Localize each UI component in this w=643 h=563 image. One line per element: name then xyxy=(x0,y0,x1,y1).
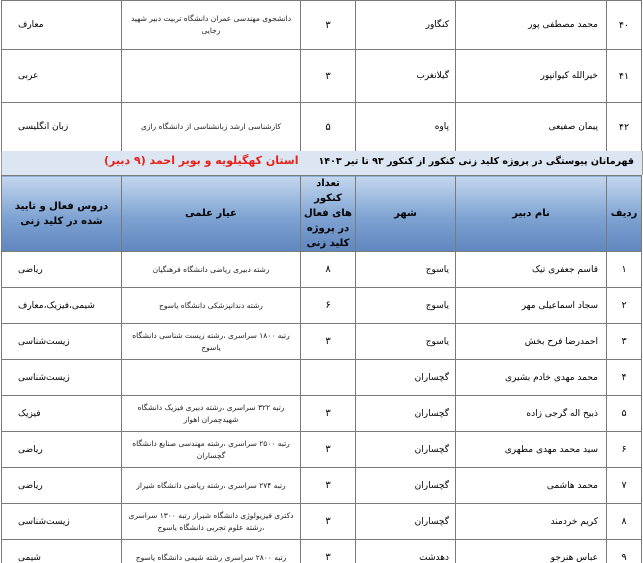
teacher-name: سجاد اسماعیلی مهر xyxy=(456,288,607,324)
teacher-name: محمد مهدی خادم بشیری xyxy=(456,360,607,396)
academic-criterion: رتبه ۲۷۴ سراسری ،رشته ریاضی دانشگاه شیراز xyxy=(122,468,301,504)
subjects: فیزیک xyxy=(2,396,122,432)
header-row xyxy=(2,176,642,252)
teacher-name: عباس هنرجو xyxy=(456,540,607,563)
exam-count: ۳ xyxy=(301,324,356,360)
table-row xyxy=(2,1,642,50)
exam-count: ۳ xyxy=(301,1,356,50)
teacher-name: احمدرضا فرح بخش xyxy=(456,324,607,360)
city: دهدشت xyxy=(356,540,456,563)
city: گچساران xyxy=(356,432,456,468)
city: گچساران xyxy=(356,360,456,396)
row-number: ۲ xyxy=(607,288,642,324)
table-row xyxy=(2,103,642,152)
subjects: ریاضی xyxy=(2,432,122,468)
city: یاسوج xyxy=(356,324,456,360)
table-row xyxy=(2,432,642,468)
exam-count xyxy=(301,360,356,396)
province-title: استان کهگیلویه و بویر احمد (۹ دبیر) xyxy=(104,154,299,167)
city: گچساران xyxy=(356,504,456,540)
exam-count: ۶ xyxy=(301,288,356,324)
table-row xyxy=(2,468,642,504)
row-number: ۵ xyxy=(607,396,642,432)
row-number: ۹ xyxy=(607,540,642,563)
city: گچساران xyxy=(356,396,456,432)
academic-criterion xyxy=(122,360,301,396)
city: گچساران xyxy=(356,468,456,504)
exam-count: ۳ xyxy=(301,540,356,563)
row-number: ۴۱ xyxy=(607,50,642,103)
header-subjects: دروس فعال و تایید شده در کلید زنی xyxy=(2,176,122,252)
table-row xyxy=(2,50,642,103)
subjects: عربی xyxy=(2,50,122,103)
academic-criterion: رشته دندانپزشکی دانشگاه یاسوج xyxy=(122,288,301,324)
subjects: زیست‌شناسی xyxy=(2,504,122,540)
header-row-number: ردیف xyxy=(607,176,642,252)
subjects: زبان انگلیسی xyxy=(2,103,122,152)
subjects: ریاضی xyxy=(2,252,122,288)
previous-province-table xyxy=(1,0,642,152)
teacher-name: خیرالله کیوانپور xyxy=(456,50,607,103)
teacher-name: سید محمد مهدی مطهری xyxy=(456,432,607,468)
subjects: معارف xyxy=(2,1,122,50)
teachers-table xyxy=(1,175,642,563)
academic-criterion xyxy=(122,50,301,103)
exam-count: ۳ xyxy=(301,432,356,468)
row-number: ۸ xyxy=(607,504,642,540)
banner-title: قهرمانان پیوستگی در پروژه کلید زنی کنکور از کنکور ۹۳ تا تیر ۱۴۰۳ xyxy=(318,156,634,167)
section-banner xyxy=(1,151,643,175)
header-teacher-name: نام دبیر xyxy=(456,176,607,252)
row-number: ۴ xyxy=(607,360,642,396)
academic-criterion: دکتری فیزیولوژی دانشگاه شیراز رتبه ۱۳۰۰ سراسری ،رشته علوم تجربی دانشگاه یاسوج xyxy=(122,504,301,540)
row-number: ۱ xyxy=(607,252,642,288)
academic-criterion: کارشناسی ارشد زبانشناسی از دانشگاه رازی xyxy=(122,103,301,152)
exam-count: ۵ xyxy=(301,103,356,152)
city: گیلانغرب xyxy=(356,50,456,103)
teacher-name: قاسم جعفری تیک xyxy=(456,252,607,288)
row-number: ۳ xyxy=(607,324,642,360)
exam-count: ۳ xyxy=(301,50,356,103)
city: کنگاور xyxy=(356,1,456,50)
subjects: شیمی xyxy=(2,540,122,563)
exam-count: ۳ xyxy=(301,396,356,432)
subjects: زیست‌شناسی xyxy=(2,360,122,396)
table-row xyxy=(2,540,642,563)
header-academic-criterion: عیار علمی xyxy=(122,176,301,252)
academic-criterion: رتبه ۳۲۲ سراسری ،رشته دبیری فیزیک دانشگاه شهیدچمران اهواز xyxy=(122,396,301,432)
table-row xyxy=(2,324,642,360)
row-number: ۴۰ xyxy=(607,1,642,50)
header-exam-count: تعداد کنکور های فعال در پروژه کلید زنی xyxy=(301,176,356,252)
academic-criterion: رتبه ۲۸۰۰ سراسری رشته شیمی دانشگاه یاسوج xyxy=(122,540,301,563)
academic-criterion: رتبه ۱۸۰۰ سراسری ،رشته زیست شناسی دانشگاه یاسوج xyxy=(122,324,301,360)
teacher-name: کریم خردمند xyxy=(456,504,607,540)
teacher-name: ذبیح اله گرجی زاده xyxy=(456,396,607,432)
table-row xyxy=(2,504,642,540)
city: پاوه xyxy=(356,103,456,152)
subjects: زیست‌شناسی xyxy=(2,324,122,360)
row-number: ۴۲ xyxy=(607,103,642,152)
subjects: ریاضی xyxy=(2,468,122,504)
academic-criterion: رتبه ۲۵۰۰ سراسری ،رشته مهندسی صنایع دانشگاه گچساران xyxy=(122,432,301,468)
city: یاسوج xyxy=(356,288,456,324)
subjects: شیمی،فیزیک،معارف xyxy=(2,288,122,324)
city: یاسوج xyxy=(356,252,456,288)
teacher-name: محمد هاشمی xyxy=(456,468,607,504)
exam-count: ۳ xyxy=(301,504,356,540)
table-row xyxy=(2,252,642,288)
academic-criterion: دانشجوی مهندسی عمران دانشگاه تربیت دبیر شهید رجایی xyxy=(122,1,301,50)
row-number: ۷ xyxy=(607,468,642,504)
teacher-name: محمد مصطفی پور xyxy=(456,1,607,50)
table-row xyxy=(2,360,642,396)
table-row xyxy=(2,396,642,432)
exam-count: ۸ xyxy=(301,252,356,288)
exam-count: ۳ xyxy=(301,468,356,504)
teacher-name: پیمان صفیعی xyxy=(456,103,607,152)
academic-criterion: رشته دبیری ریاضی دانشگاه فرهنگیان xyxy=(122,252,301,288)
header-city: شهر xyxy=(356,176,456,252)
row-number: ۶ xyxy=(607,432,642,468)
table-row xyxy=(2,288,642,324)
